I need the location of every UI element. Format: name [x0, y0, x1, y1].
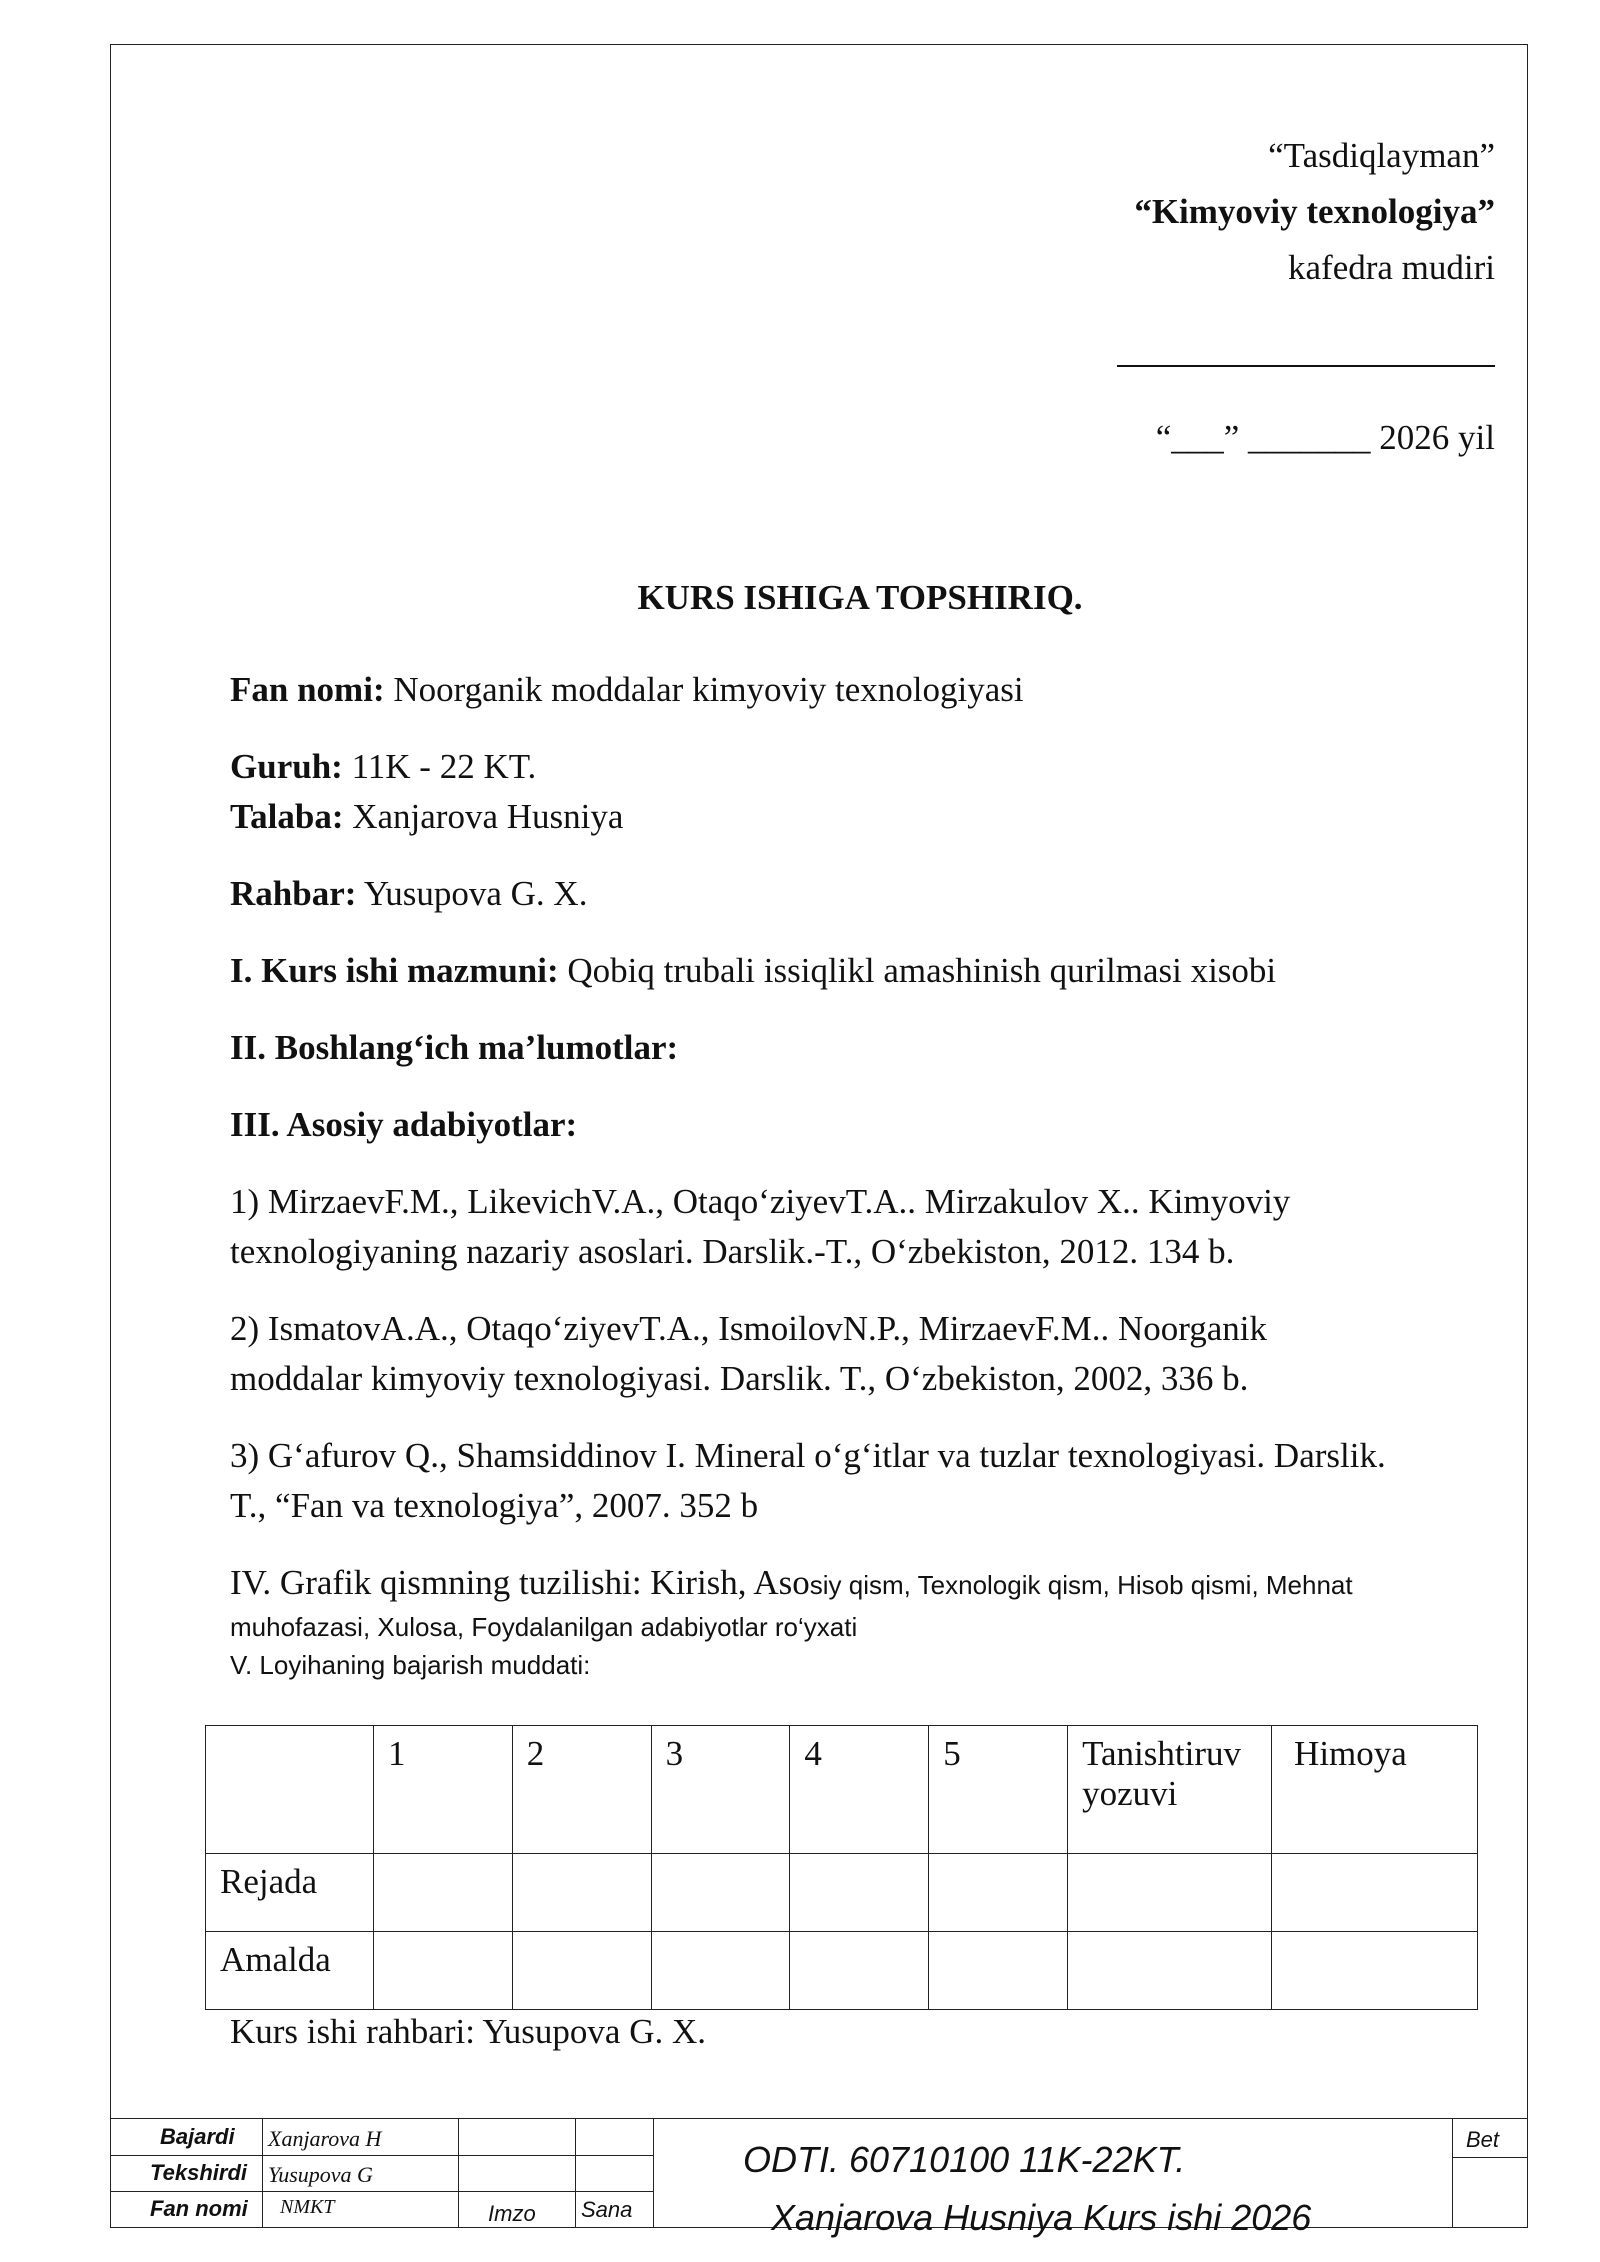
- field-rahbar: [230, 869, 1500, 919]
- reference-2-line-1: 2) IsmatovA.A., Otaqo‘ziyevT.A., IsmoilovN.P., MirzaevF.M.. Noorganik: [230, 1309, 1268, 1348]
- reference-1-line-2: texnologiyaning nazariy asoslari. Darslik.-T., O‘zbekiston, 2012. 134 b.: [230, 1232, 1235, 1271]
- stamp-divider: [262, 2119, 263, 2228]
- schedule-cell: [512, 1854, 651, 1932]
- grafik-part-3: muhofazasi, Xulosa, Foydalanilgan adabiyotlar ro‘yxati: [230, 1612, 858, 1642]
- bajardi-value: Xanjarova H: [268, 2126, 382, 2151]
- muddat-label: V. Loyihaning bajarish muddati:: [230, 1650, 591, 1680]
- reference-2: [230, 1304, 1500, 1404]
- schedule-cell: [1272, 1932, 1478, 2010]
- schedule-cell: [929, 1932, 1068, 2010]
- approval-line-2: “Kimyoviy texnologiya”: [1134, 192, 1495, 231]
- sana-label: Sana: [581, 2197, 633, 2222]
- talaba-label: Talaba:: [230, 797, 344, 836]
- stamp-rule: [110, 2155, 653, 2156]
- reference-3-line-1: 3) G‘afurov Q., Shamsiddinov I. Mineral o‘g‘itlar va tuzlar texnologiyasi. Darslik.: [230, 1436, 1386, 1475]
- reference-2-line-2: moddalar kimyoviy texnologiyasi. Darslik. T., O‘zbekiston, 2002, 336 b.: [230, 1359, 1249, 1398]
- schedule-cell: [512, 1932, 651, 2010]
- header-cell: 3: [651, 1726, 790, 1854]
- stamp-rule: [1452, 2157, 1528, 2158]
- grafik-continuation: [230, 1608, 1500, 1684]
- field-mazmun: [230, 946, 1500, 996]
- header-cell: 1: [373, 1726, 512, 1854]
- course-supervisor-line: Kurs ishi rahbari: Yusupova G. X.: [230, 2012, 707, 2051]
- imzo-label: Imzo: [488, 2201, 536, 2226]
- schedule-cell: [1272, 1854, 1478, 1932]
- field-guruh-talaba: [230, 742, 1500, 842]
- approval-date: “___” _______ 2026 yil: [1155, 418, 1495, 457]
- tekshirdi-label: Tekshirdi: [150, 2160, 247, 2185]
- rahbar-label: Rahbar:: [230, 874, 357, 913]
- header-cell: 5: [929, 1726, 1068, 1854]
- boshlang-label: II. Boshlang‘ich ma’lumotlar:: [230, 1028, 679, 1067]
- header-cell: [206, 1726, 374, 1854]
- fan-nomi-label: Fan nomi: [150, 2196, 248, 2221]
- schedule-cell: [929, 1854, 1068, 1932]
- reference-1: [230, 1177, 1500, 1277]
- approval-block: [935, 128, 1495, 296]
- document-code: ODTI. 60710100 11K-22KT.: [743, 2139, 1186, 2180]
- stamp-divider: [653, 2119, 654, 2228]
- stamp-divider: [458, 2119, 459, 2228]
- mazmun-value: Qobiq trubali issiqlikl amashinish qurilmasi xisobi: [567, 951, 1277, 990]
- approval-line-1: “Tasdiqlayman”: [1268, 136, 1495, 175]
- schedule-cell: [651, 1932, 790, 2010]
- tekshirdi-value: Yusupova G: [268, 2162, 373, 2187]
- field-adabiyot: [230, 1100, 1500, 1150]
- reference-3-line-2: T., “Fan va texnologiya”, 2007. 352 b: [230, 1486, 759, 1525]
- reference-1-line-1: 1) MirzaevF.M., LikevichV.A., Otaqo‘ziyevT.A.. Mirzakulov X.. Kimyoviy: [230, 1182, 1291, 1221]
- stamp-divider: [1452, 2119, 1453, 2228]
- fan-label: Fan nomi:: [230, 670, 385, 709]
- bajardi-label: Bajardi: [160, 2124, 235, 2149]
- approval-line-3: kafedra mudiri: [1288, 248, 1495, 287]
- document-subtitle: Xanjarova Husniya Kurs ishi 2026: [771, 2197, 1312, 2238]
- grafik-section: [230, 1558, 1500, 1610]
- row-label: Rejada: [206, 1854, 374, 1932]
- guruh-label: Guruh:: [230, 747, 343, 786]
- title-block-stamp: [110, 2118, 1528, 2238]
- schedule-cell: [1068, 1854, 1272, 1932]
- schedule-cell: [790, 1932, 929, 2010]
- schedule-row: [206, 1932, 1478, 2010]
- schedule-row: [206, 1854, 1478, 1932]
- guruh-value: 11K - 22 KT.: [351, 747, 537, 786]
- stamp-rule: [110, 2191, 653, 2192]
- adabiyot-label: III. Asosiy adabiyotlar:: [230, 1105, 578, 1144]
- document-title: KURS ISHIGA TOPSHIRIQ.: [637, 578, 1083, 617]
- schedule-cell: [790, 1854, 929, 1932]
- reference-3: [230, 1431, 1500, 1531]
- fan-value: Noorganik moddalar kimyoviy texnologiyasi: [393, 670, 1024, 709]
- header-cell: Himoya: [1272, 1726, 1478, 1854]
- talaba-value: Xanjarova Husniya: [352, 797, 624, 836]
- fan-nomi-value: NMKT: [280, 2196, 335, 2218]
- bet-label: Bet: [1466, 2127, 1500, 2152]
- mazmun-label: I. Kurs ishi mazmuni:: [230, 951, 559, 990]
- schedule-table: [205, 1725, 1478, 2010]
- stamp-divider: [575, 2119, 576, 2228]
- signature-line: [1117, 365, 1495, 367]
- schedule-cell: [373, 1932, 512, 2010]
- schedule-cell: [1068, 1932, 1272, 2010]
- field-fan: [230, 665, 1500, 715]
- schedule-cell: [651, 1854, 790, 1932]
- header-cell: 2: [512, 1726, 651, 1854]
- header-cell: 4: [790, 1726, 929, 1854]
- row-label: Amalda: [206, 1932, 374, 2010]
- grafik-part-1: IV. Grafik qismning tuzilishi: Kirish, Aso: [230, 1563, 810, 1602]
- schedule-header-row: [206, 1726, 1478, 1854]
- field-boshlang: [230, 1023, 1500, 1073]
- rahbar-value: Yusupova G. X.: [363, 874, 588, 913]
- grafik-part-2: siy qism, Texnologik qism, Hisob qismi, Mehnat: [809, 1570, 1353, 1600]
- schedule-cell: [373, 1854, 512, 1932]
- header-cell: Tanishtiruv yozuvi: [1068, 1726, 1272, 1854]
